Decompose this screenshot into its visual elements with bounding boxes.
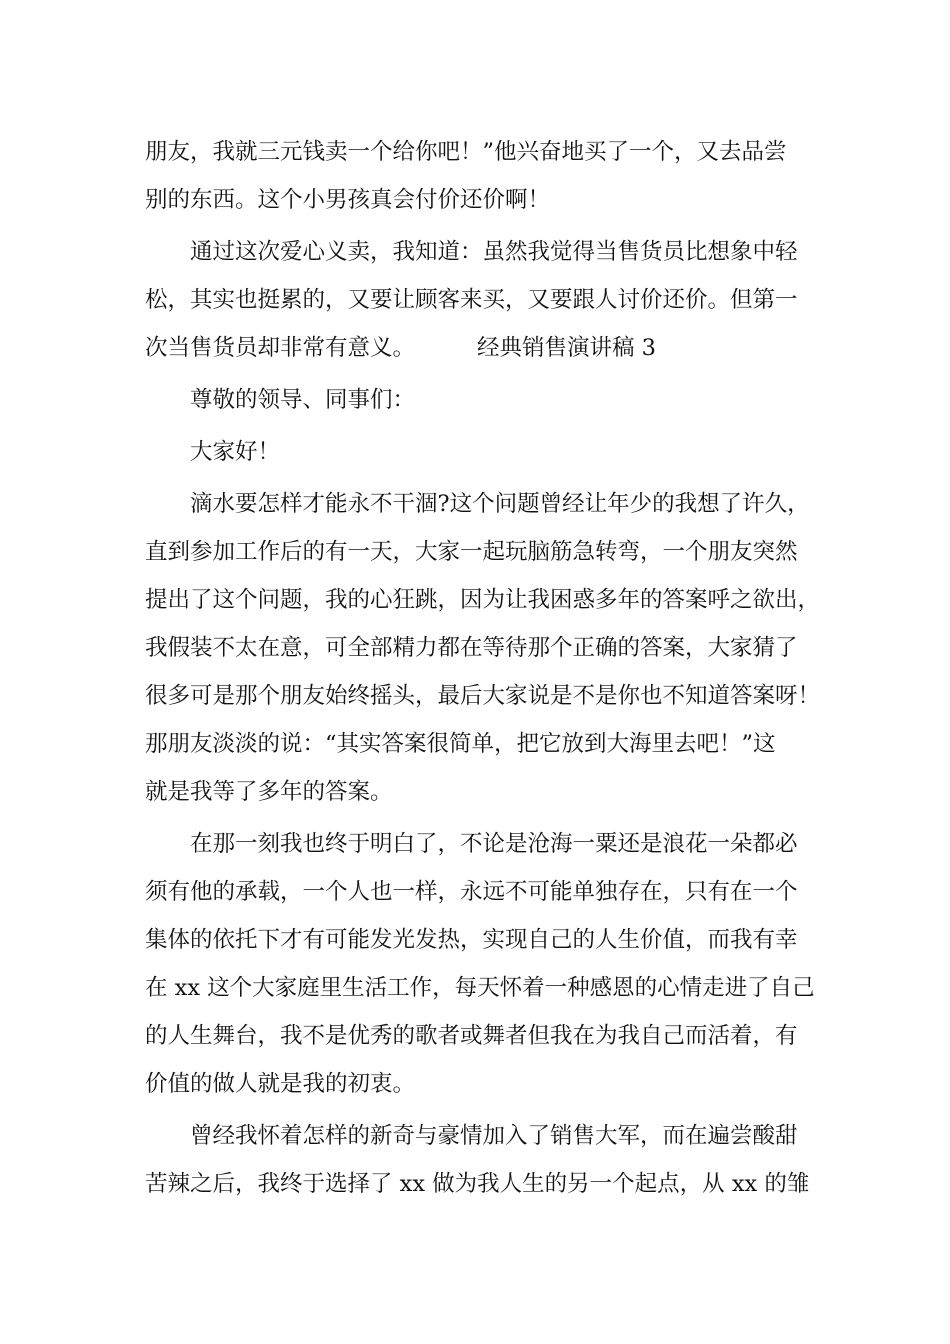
- document-body: [145, 128, 845, 1212]
- paragraph-3: [145, 376, 845, 424]
- text-line: 朋友，我就三元钱卖一个给你吧！”他兴奋地买了一个，又去品尝: [145, 139, 787, 165]
- text-line: 很多可是那个朋友始终摇头，最后大家说是不是你也不知道答案呀！: [145, 683, 821, 709]
- text-line: 集体的依托下才有可能发光发热，实现自己的人生价值，而我有幸: [145, 927, 798, 953]
- text-line: 的人生舞台，我不是优秀的歌者或舞者但我在为我自己而活着，有: [145, 1023, 798, 1049]
- paragraph-7: [145, 1112, 845, 1208]
- text-line: 直到参加工作后的有一天，大家一起玩脑筋急转弯，一个朋友突然: [145, 539, 798, 565]
- text-line: 那朋友淡淡的说：“其实答案很简单，把它放到大海里去吧！”这: [145, 731, 776, 757]
- text-line: 在 xx 这个大家庭里生活工作，每天怀着一种感恩的心情走进了自己: [145, 975, 815, 1001]
- paragraph-5: [145, 480, 845, 816]
- salutation: 尊敬的领导、同事们：: [190, 387, 416, 413]
- text-line: 松，其实也挺累的，又要让顾客来买，又要跟人讨价还价。但第一: [145, 287, 798, 313]
- text-line: 别的东西。这个小男孩真会付价还价啊！: [145, 187, 551, 213]
- text-line: 价值的做人就是我的初衷。: [145, 1071, 416, 1097]
- text-line: 在那一刻我也终于明白了，不论是沧海一粟还是浪花一朵都必: [190, 831, 798, 857]
- text-line: 滴水要怎样才能永不干涸?这个问题曾经让年少的我想了许久，: [190, 491, 810, 517]
- text-line: 提出了这个问题，我的心狂跳，因为让我困惑多年的答案呼之欲出，: [145, 587, 821, 613]
- section-heading: 经典销售演讲稿 3: [477, 335, 656, 361]
- text-line: 通过这次爱心义卖，我知道：虽然我觉得当售货员比想象中轻: [190, 239, 798, 265]
- text-line: 曾经我怀着怎样的新奇与豪情加入了销售大军，而在遍尝酸甜: [190, 1123, 798, 1149]
- paragraph-2: [145, 228, 845, 372]
- text-line-with-heading: [145, 324, 845, 372]
- text-line: 就是我等了多年的答案。: [145, 779, 393, 805]
- paragraph-4: [145, 428, 845, 476]
- text-line: 次当售货员却非常有意义。: [145, 335, 416, 361]
- text-line: 须有他的承载，一个人也一样，永远不可能单独存在，只有在一个: [145, 879, 798, 905]
- text-line: 我假装不太在意，可全部精力都在等待那个正确的答案，大家猜了: [145, 635, 798, 661]
- paragraph-1: [145, 128, 845, 224]
- greeting: 大家好！: [190, 439, 281, 465]
- text-line: 苦辣之后，我终于选择了 xx 做为我人生的另一个起点，从 xx 的雏: [145, 1171, 810, 1197]
- paragraph-6: [145, 820, 845, 1108]
